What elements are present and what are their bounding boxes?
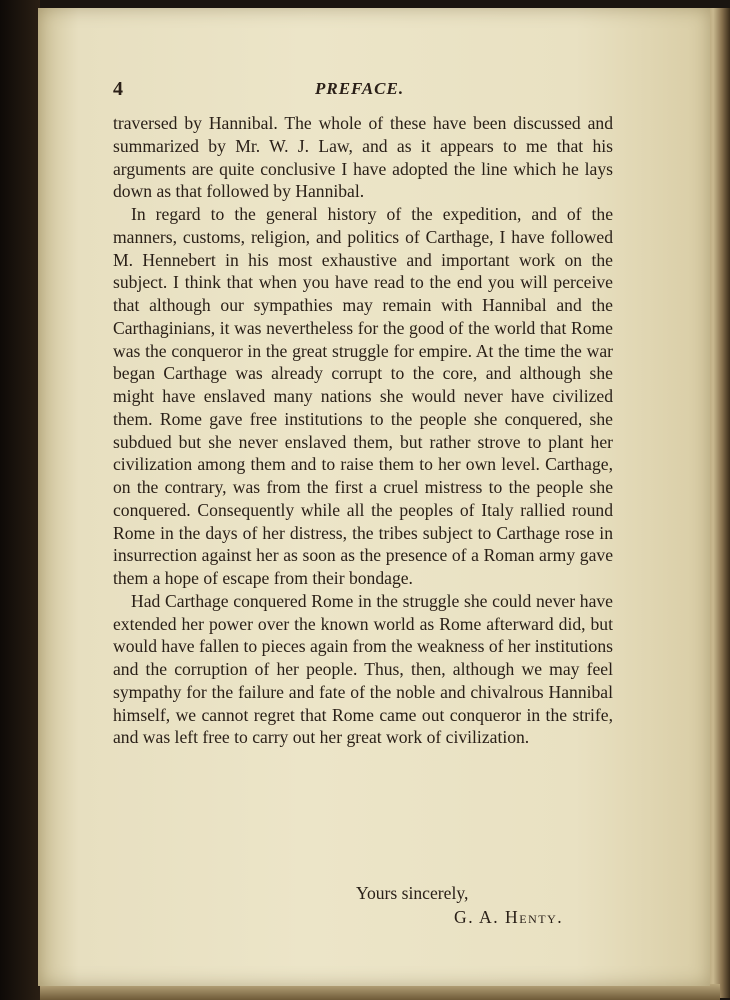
page-header [113, 78, 613, 102]
author-signature: G. A. Henty. [454, 907, 564, 927]
closing-salutation: Yours sincerely, [356, 883, 469, 903]
paragraph-2: In regard to the general history of the expedition, and of the manners, customs, religion, and politics of Carthage, I have followed M. Hennebert in his most exhaustive and important work on the subject. I think that when you have read to the end you will perceive that although our sympathies may remain with Hannibal and the Carthaginians, it was nevertheless for the good of the world that Rome was the conqueror in the great struggle for empire. At the time the war began Carthage was already corrupt to the core, and although she might have enslaved many nations she would never have civilized them. Rome gave free institutions to the people she conquered, she subdued but she never enslaved them, but rather strove to plant her civilization among them and to raise them to her own level. Carthage, on the contrary, was from the first a cruel mistress to the people she conquered. Consequently while all the peoples of Italy rallied round Rome in the days of her distress, the tribes subject to Carthage rose in insurrection against her as soon as the presence of a Roman army gave them a hope of escape from their bondage. [113, 204, 613, 588]
page-edge-bottom [40, 984, 720, 1000]
paragraph-1: traversed by Hannibal. The whole of these have been discussed and summarized by Mr. W. J. Law, and as it appears to me that his arguments are quite conclusive I have adopted the line which he lays down as that followed by Hannibal. [113, 113, 613, 202]
book-gutter-shadow [0, 0, 40, 1000]
running-head: PREFACE. [315, 79, 405, 98]
preface-body [113, 112, 613, 749]
page-number: 4 [113, 78, 123, 100]
paragraph-3: Had Carthage conquered Rome in the struggle she could never have extended her power over the known world as Rome afterward did, but would have fallen to pieces again from the weakness of her institutions and the corruption of her people. Thus, then, although we may feel sympathy for the failure and fate of the noble and chivalrous Hannibal himself, we cannot regret that Rome came out conqueror in the strife, and was left free to carry out her great work of civilization. [113, 590, 613, 748]
